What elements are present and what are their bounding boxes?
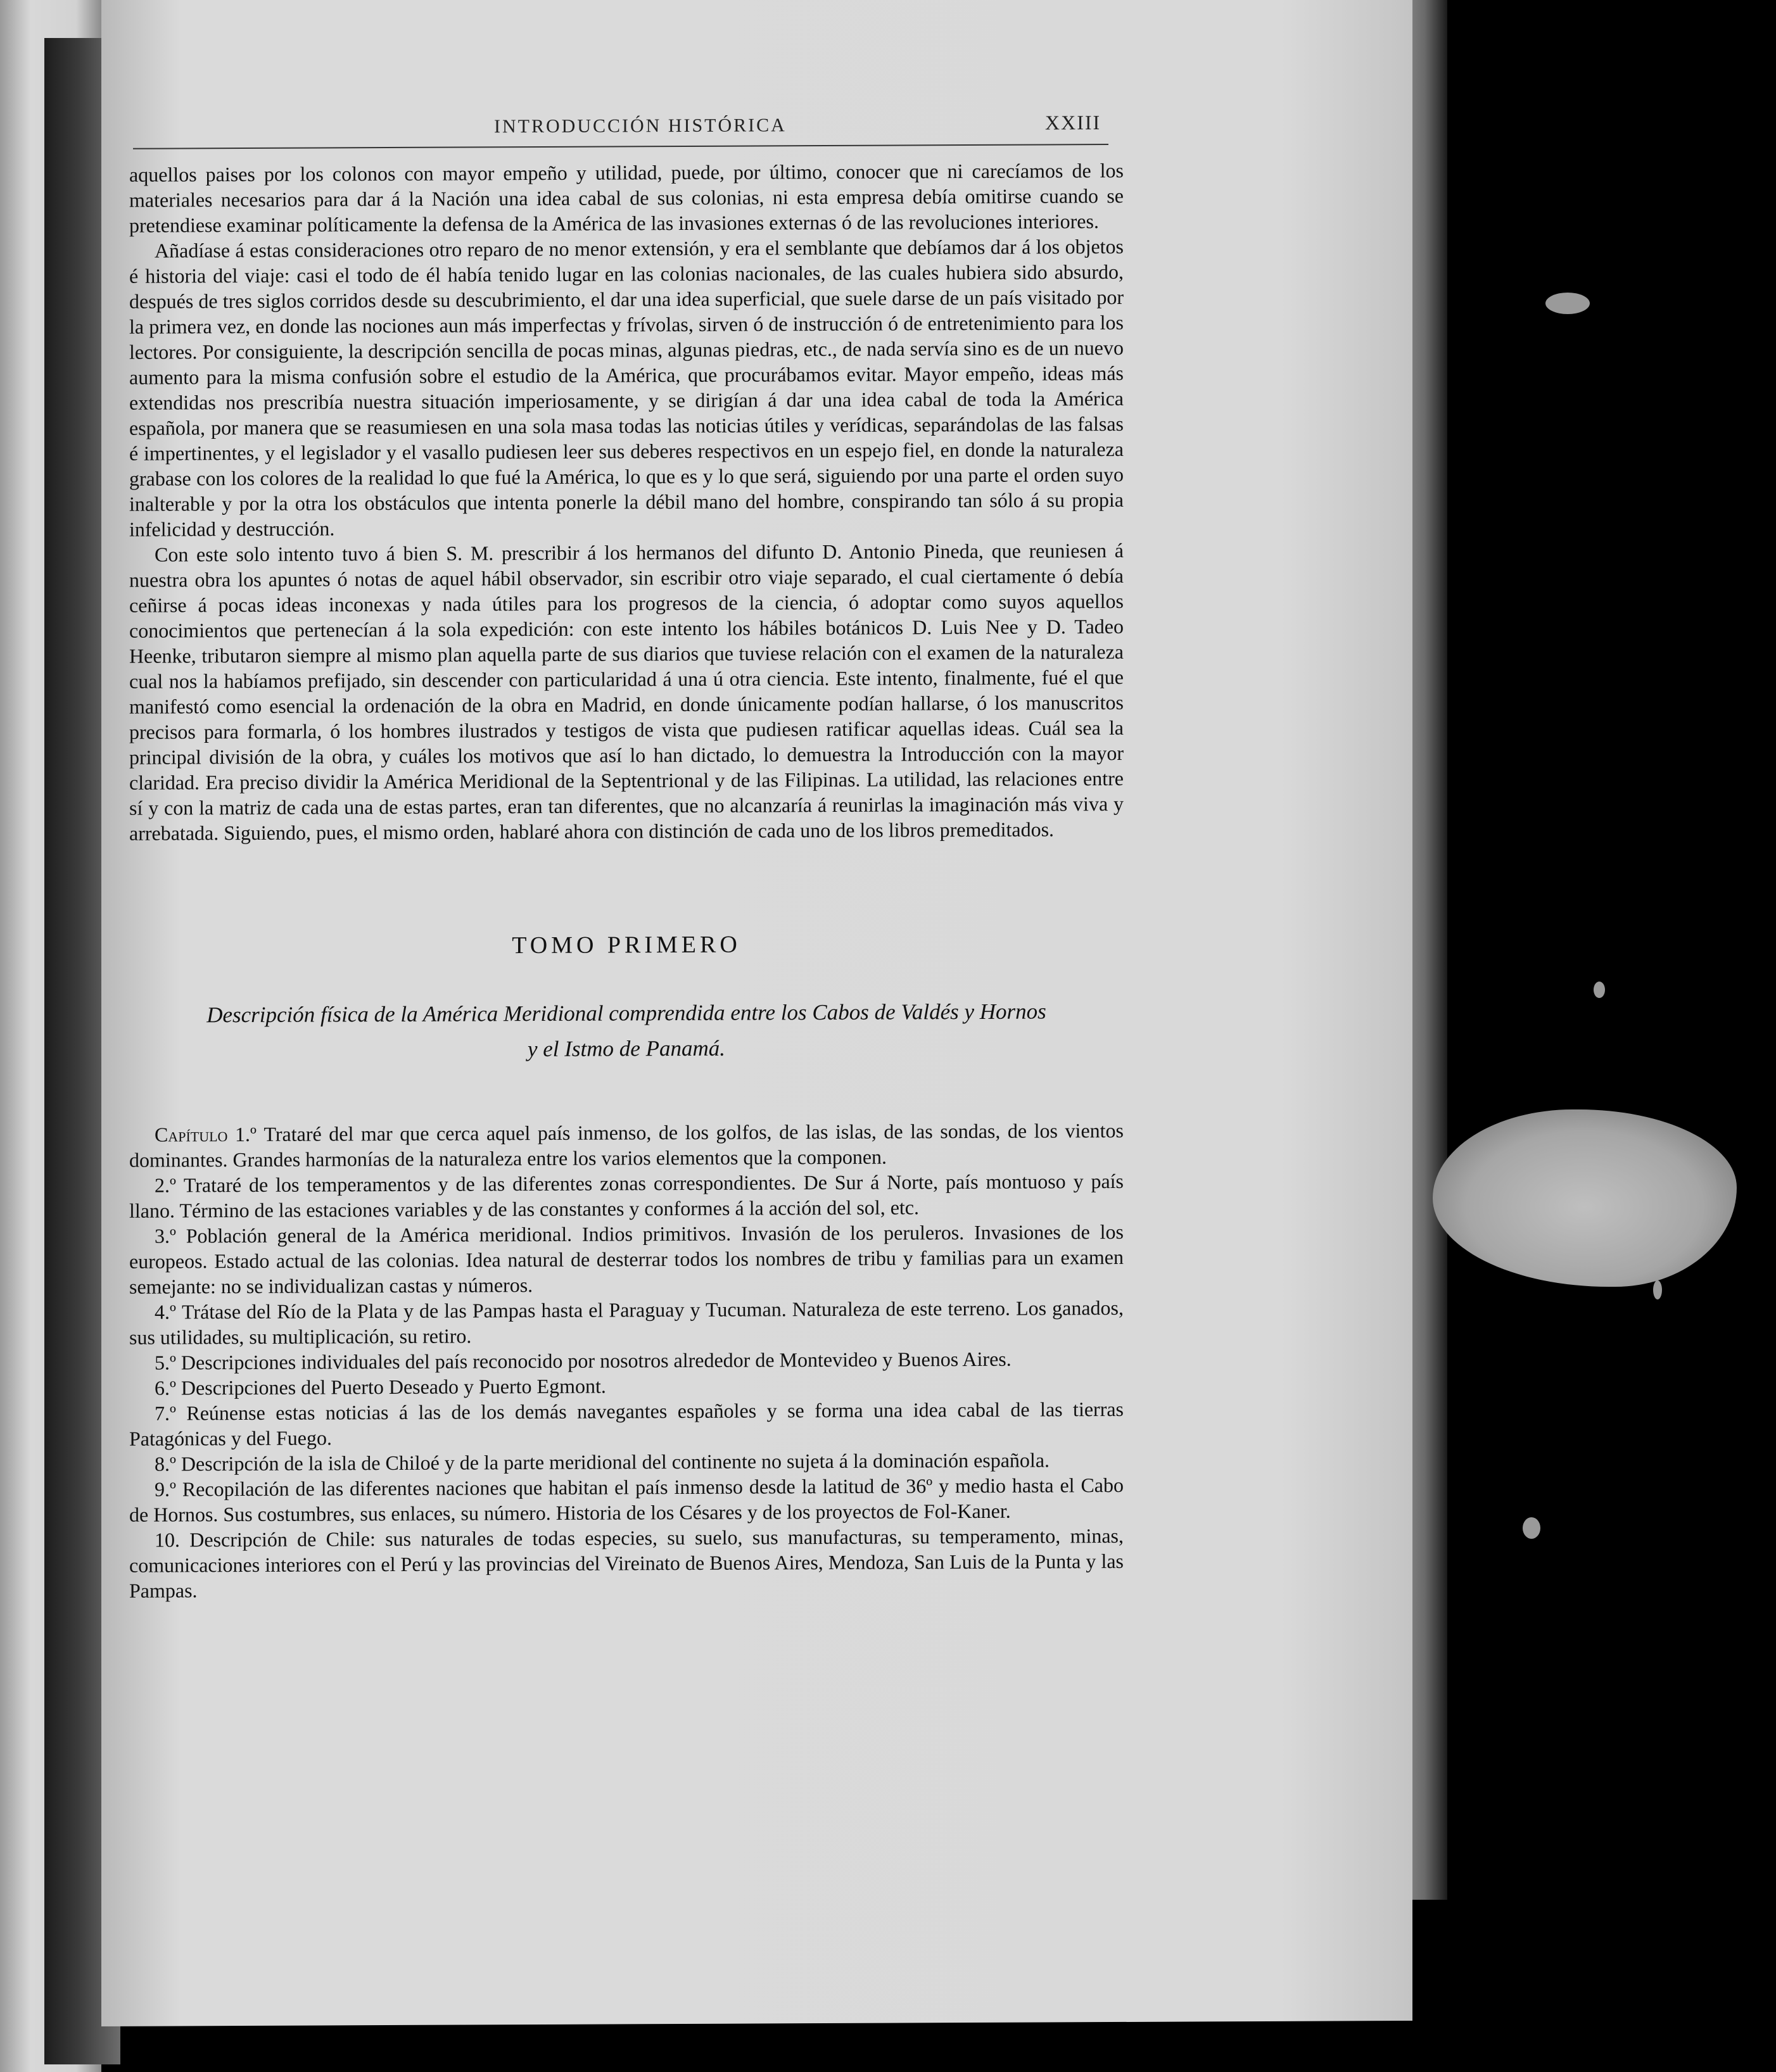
speck: [1594, 982, 1605, 998]
chapter-number: 5.º: [155, 1351, 181, 1374]
chapter-number: 7.º: [155, 1401, 187, 1425]
chapter-text: Descripciones del Puerto Deseado y Puerto Egmont.: [181, 1374, 606, 1399]
chapter-text: Descripciones individuales del país reconocido por nosotros alrededor de Montevideo y Buenos Aires.: [181, 1347, 1012, 1374]
paragraph: Con este solo intento tuvo á bien S. M. prescribir á los hermanos del difunto D. Antonio Pineda, que reuniesen á nuestra obra los apuntes ó notas de aquel hábil observador, sin escribir otro viaje separado, el cual ciertamente ó debía ceñirse á pocas ideas inconexas y nada útiles para los progresos de la ciencia, ó adoptar como suyos aquellos conocimientos que pertenecían á la sola expedición: con este intento los hábiles botánicos D. Luis Nee y D. Tadeo Heenke, tributaron siempre al mismo plan aquella parte de sus diarios que tuviese relación con el examen de la naturaleza cual nos la habíamos prefijado, sin descender con particularidad á una ú otra ciencia. Este intento, finalmente, fué el que manifestó como esencial la ordenación de la obra en Madrid, en donde únicamente podían hallarse, ó los manuscritos precisos para formarla, ó los hombres ilustrados y testigos de vista que pudiesen ratificar aquellas ideas. Cuál sea la principal división de la obra, y cuáles los motivos que así lo han dictado, lo demuestra la Introducción con la mayor claridad. Era preciso dividir la América Meridional de la Septentrional y de las Filipinas. La utilidad, las relaciones entre sí y con la matriz de cada una de estas partes, eran tan diferentes, que no alcanzaría á reunirlas la imaginación más viva y arrebatada. Siguiendo, pues, el mismo orden, hablaré ahora con distinción de cada uno de los libros premeditados.: [129, 538, 1124, 845]
chapter-number: 8.º: [155, 1452, 181, 1475]
subtitle-line-1: Descripción física de la América Meridional comprendida entre los Cabos de Valdés y Hornos: [206, 999, 1046, 1028]
chapter-number: 3.º: [155, 1224, 186, 1248]
chapter-entry: [129, 1371, 1124, 1401]
chapter-text: Trátase del Río de la Plata y de las Pampas hasta el Paraguay y Tucuman. Naturaleza de este terreno. Los ganados, sus utilidades, su multiplicación, su retiro.: [129, 1296, 1124, 1349]
speck: [1653, 1280, 1662, 1299]
chapter-text: Descripción de la isla de Chiloé y de la parte meridional del continente no sujeta á la dominación española.: [181, 1448, 1050, 1475]
subtitle-line-2: y el Istmo de Panamá.: [527, 1035, 725, 1062]
paper-stain: [1433, 1109, 1737, 1287]
chapter-entry: [129, 1396, 1124, 1451]
chapter-entry: [129, 1523, 1124, 1603]
running-head-title: INTRODUCCIÓN HISTÓRICA: [494, 115, 787, 137]
chapter-number: Capítulo 1.º: [155, 1122, 264, 1146]
chapter-number: 2.º: [155, 1173, 184, 1197]
chapter-entry: [129, 1447, 1124, 1477]
chapter-text: Recopilación de las diferentes naciones que habitan el país inmenso desde la latitud de 36º y medio hasta el Cabo de Hornos. Sus costumbres, sus enlaces, su número. Historia de los Césares y de los proyectos de Fol-Kaner.: [129, 1473, 1124, 1526]
chapter-entry: [129, 1295, 1124, 1350]
chapter-entry: [129, 1219, 1124, 1299]
section-heading: TOMO PRIMERO: [512, 931, 741, 959]
chapter-list: [129, 1118, 1124, 1603]
page-number: XXIII: [1045, 111, 1101, 134]
section-subtitle: [129, 994, 1124, 1069]
chapter-text: Trataré del mar que cerca aquel país inmenso, de los golfos, de las islas, de las sondas, de los vientos dominantes. Grandes harmonías de la naturaleza entre los varios elementos que la componen.: [129, 1118, 1124, 1172]
chapter-number: 6.º: [155, 1376, 181, 1399]
chapter-number: 9.º: [155, 1477, 182, 1501]
chapter-text: Reúnense estas noticias á las de los demás navegantes españoles y se forma una idea cabal de las tierras Patagónicas y del Fuego.: [129, 1397, 1124, 1450]
paragraph: Añadíase á estas consideraciones otro reparo de no menor extensión, y era el semblante que debíamos dar á los objetos é historia del viaje: casi el todo de él había tenido lugar en las colonias nacionales, de las cuales hubiera sido absurdo, después de tres siglos corridos desde su descubrimiento, el dar una idea superficial, que suele darse de un país visitado por la primera vez, en donde las nociones aun más imperfectas y frívolas, sirven ó de instrucción ó de entretenimiento para los lectores. Por consiguiente, la descripción sencilla de pocas minas, algunas piedras, etc., de nada servía sino es de un nuevo aumento para la misma confusión sobre el estudio de la América, que procurábamos evitar. Mayor empeño, ideas más extendidas nos prescribía nuestra situación imperiosamente, y se dirigían á dar una idea cabal de toda la América española, por manera que se reasumiesen en una sola masa todas las noticias útiles y verídicas, separándolas de las falsas é impertinentes, y el legislador y el vasallo pudiesen leer sus deberes respectivos en un espejo fiel, en donde la naturaleza grabase con los colores de la realidad lo que fué la América, lo que es y lo que será, siguiendo por una parte el orden suyo inalterable y por la otra los obstáculos que intenta ponerle la débil mano del hombre, conspirando tan sólo á su propia infelicidad y destrucción.: [129, 234, 1124, 541]
running-header: [101, 107, 1412, 151]
paragraph: aquellos paises por los colonos con mayor empeño y utilidad, puede, por último, conocer que ni carecíamos de los materiales necesarios para dar á la Nación una idea cabal de sus colonias, ni esta empresa debía omitirse cuando se pretendiese examinar políticamente la defensa de la América de las invasiones externas ó de las revoluciones interiores.: [129, 158, 1124, 237]
chapter-entry: [129, 1118, 1124, 1173]
page-body: [129, 158, 1124, 1603]
chapter-entry: [129, 1472, 1124, 1527]
chapter-entry: [129, 1168, 1124, 1223]
speck: [1545, 293, 1590, 314]
chapter-text: Descripción de Chile: sus naturales de todas especies, su suelo, sus manufacturas, su temperamento, minas, comunicaciones interiores con el Perú y las provincias del Vireinato de Buenos Aires, Mendoza, San Luis de la Punta y las Pampas.: [129, 1524, 1124, 1602]
speck: [1523, 1517, 1540, 1539]
chapter-number: 4.º: [155, 1300, 182, 1323]
chapter-text: Trataré de los temperamentos y de las diferentes zonas correspondientes. De Sur á Norte, país montuoso y país llano. Término de las estaciones variables y de las constantes y conformes á la acción del sol, etc.: [129, 1169, 1124, 1222]
book-page: [101, 0, 1412, 2026]
chapter-entry: [129, 1346, 1124, 1375]
chapter-text: Población general de la América meridional. Indios primitivos. Invasión de los peruleros. Invasiones de los europeos. Estado actual de las colonias. Idea natural de desterrar todos los nombres de tribu y familias para un examen semejante: no se individualizan castas y números.: [129, 1220, 1124, 1298]
chapter-number: 10.: [155, 1528, 190, 1551]
